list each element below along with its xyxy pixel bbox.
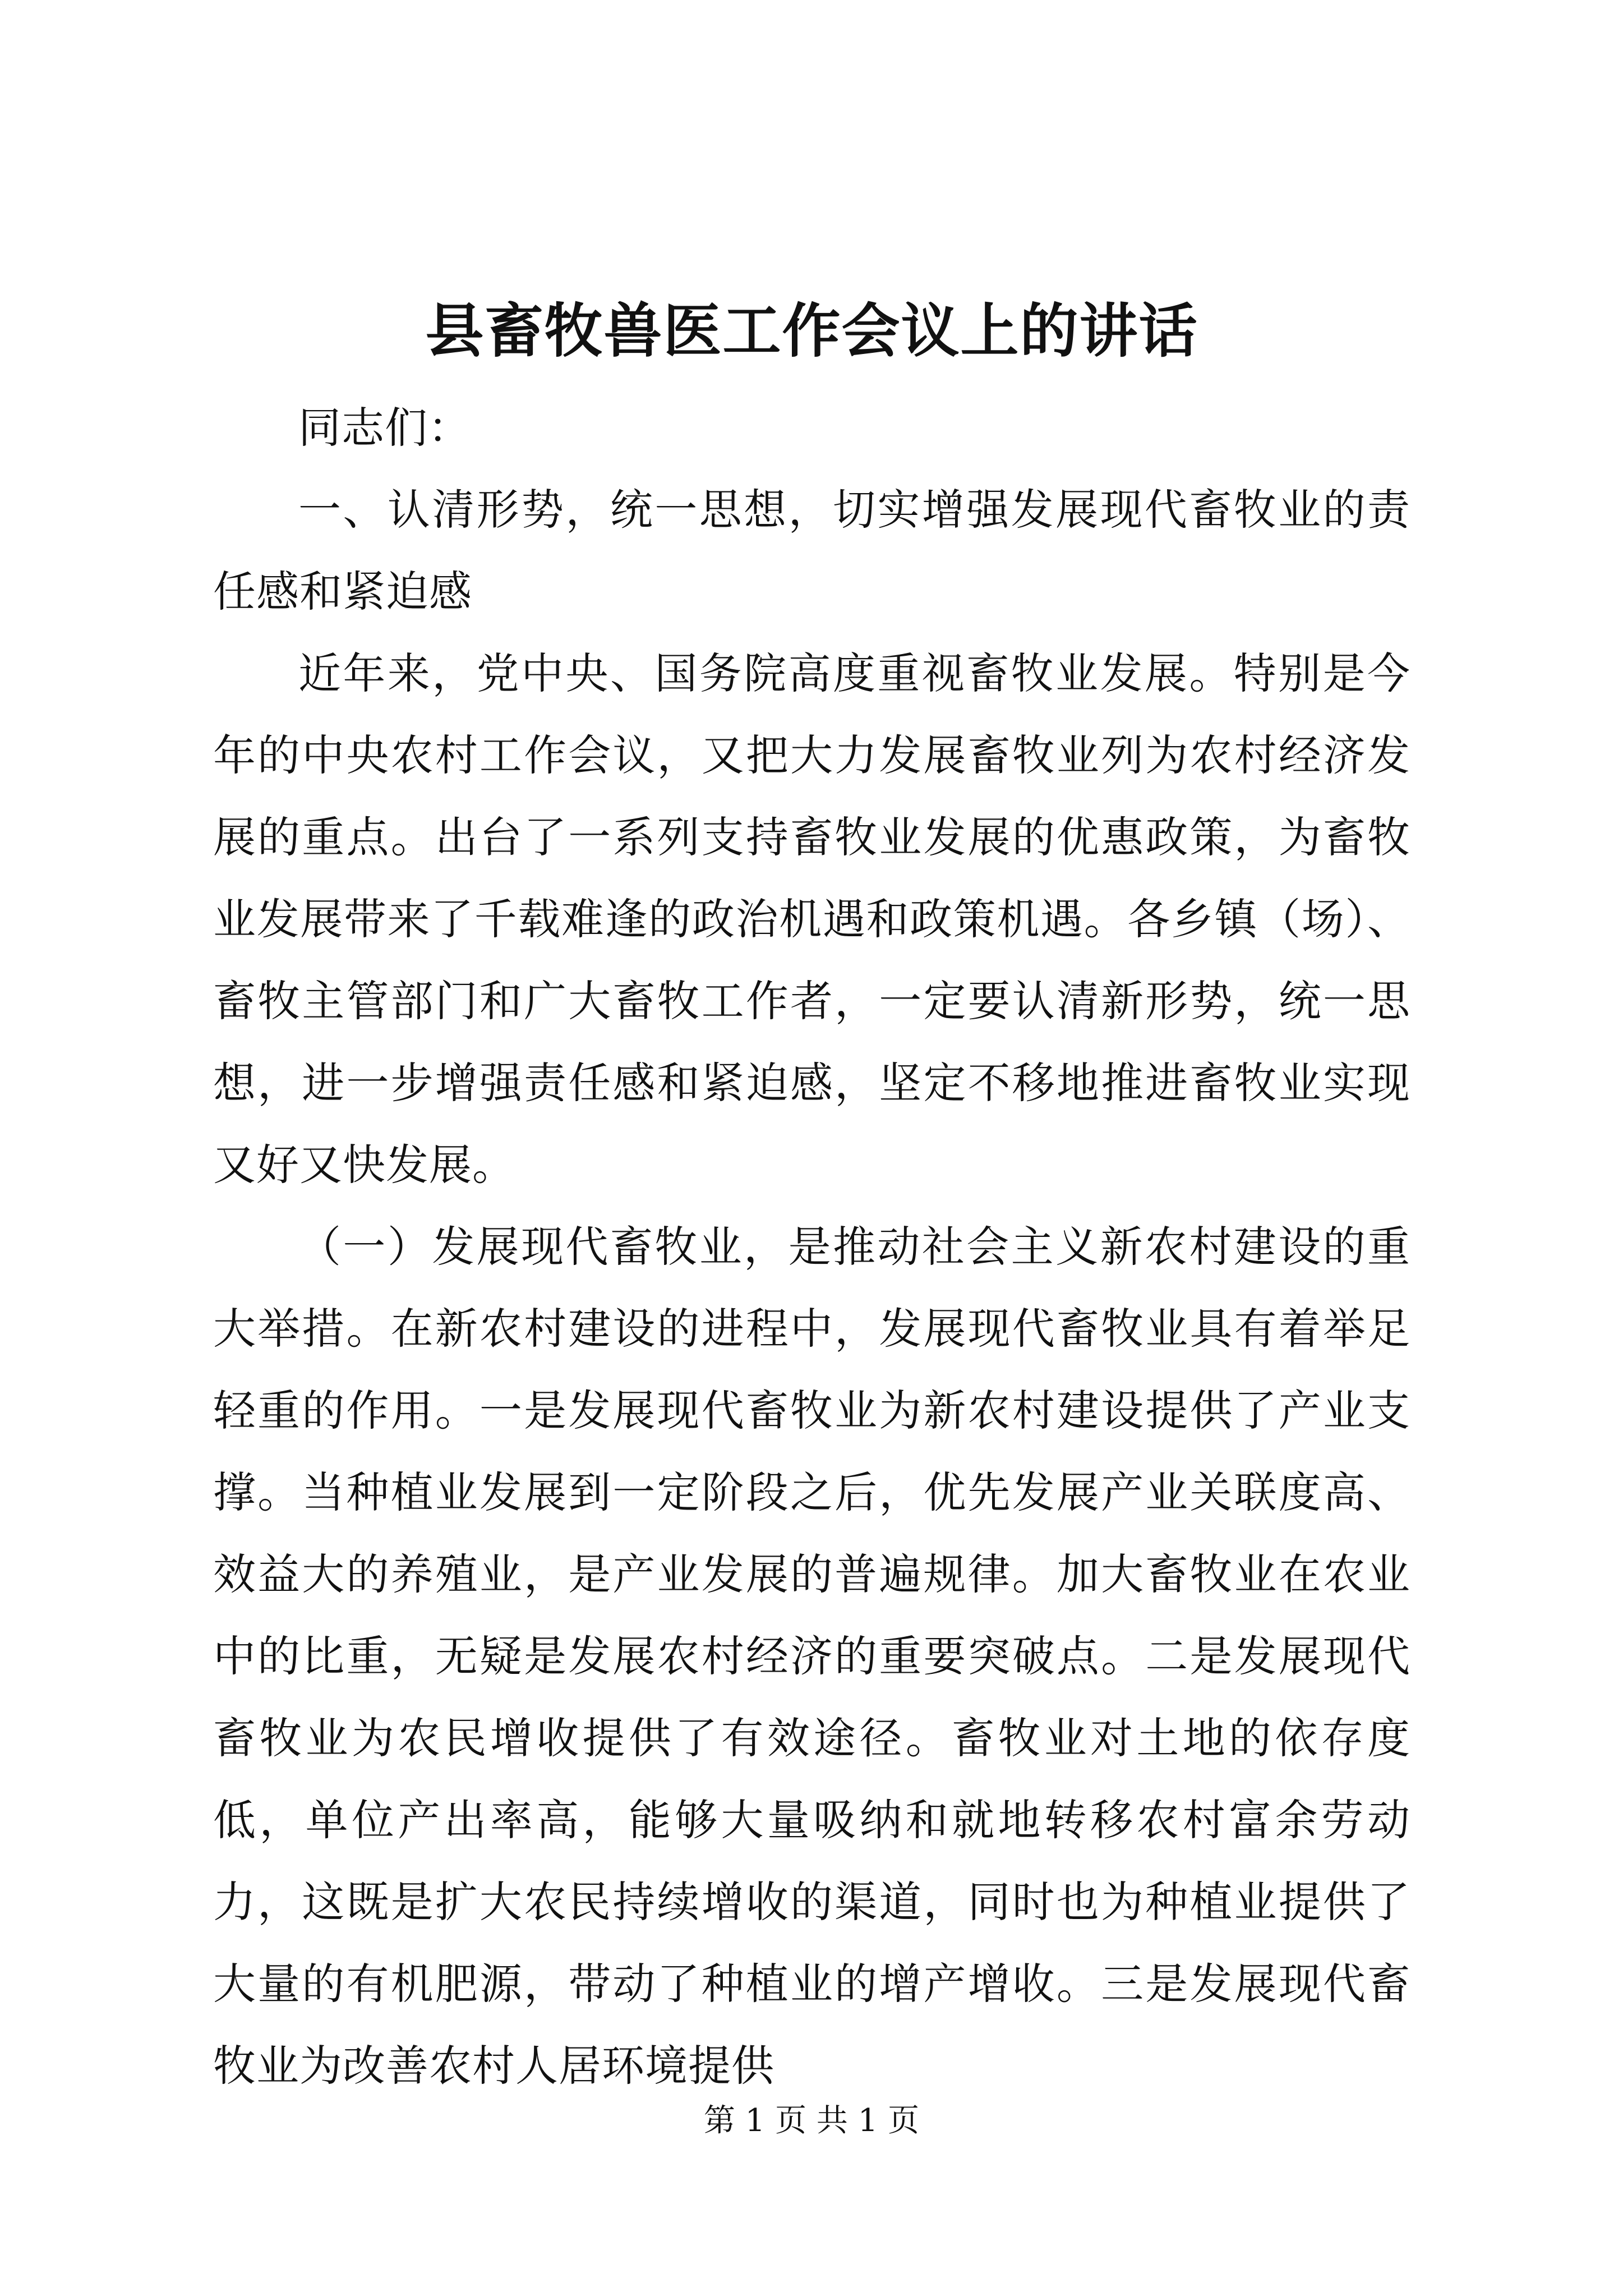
body-paragraph: 近年来，党中央、国务院高度重视畜牧业发展。特别是今年的中央农村工作会议，又把大力发展畜牧业列为农村经济发展的重点。出台了一系列支持畜牧业发展的优惠政策，为畜牧业发展带来了千载难逢的政治机遇和政策机遇。各乡镇（场）、畜牧主管部门和广大畜牧工作者，一定要认清新形势，统一思想，进一步增强责任感和紧迫感，坚定不移地推进畜牧业实现又好又快发展。 bbox=[213, 648, 1410, 1190]
page-footer: 第 1 页 共 1 页 bbox=[703, 2102, 920, 2139]
body-paragraph: （一）发展现代畜牧业，是推动社会主义新农村建设的重大举措。在新农村建设的进程中，发展现代畜牧业具有着举足轻重的作用。一是发展现代畜牧业为新农村建设提供了产业支撑。当种植业发展到一定阶段之后，优先发展产业关联度高、效益大的养殖业，是产业发展的普遍规律。加大畜牧业在农业中的比重，无疑是发展农村经济的重要突破点。二是发展现代畜牧业为农民增收提供了有效途径。畜牧业对土地的依存度低，单位产出率高，能够大量吸纳和就地转移农村富余劳动力，这既是扩大农民持续增收的渠道，同时也为种植业提供了大量的有机肥源，带动了种植业的增产增收。三是发展现代畜牧业为改善农村人居环境提供 bbox=[213, 1222, 1410, 2091]
section-heading-paragraph: 一、认清形势，统一思想，切实增强发展现代畜牧业的责任感和紧迫感 bbox=[213, 485, 1410, 616]
document-body bbox=[213, 387, 1410, 2107]
salutation-paragraph: 同志们： bbox=[298, 403, 471, 453]
document-title: 县畜牧兽医工作会议上的讲话 bbox=[425, 296, 1198, 365]
